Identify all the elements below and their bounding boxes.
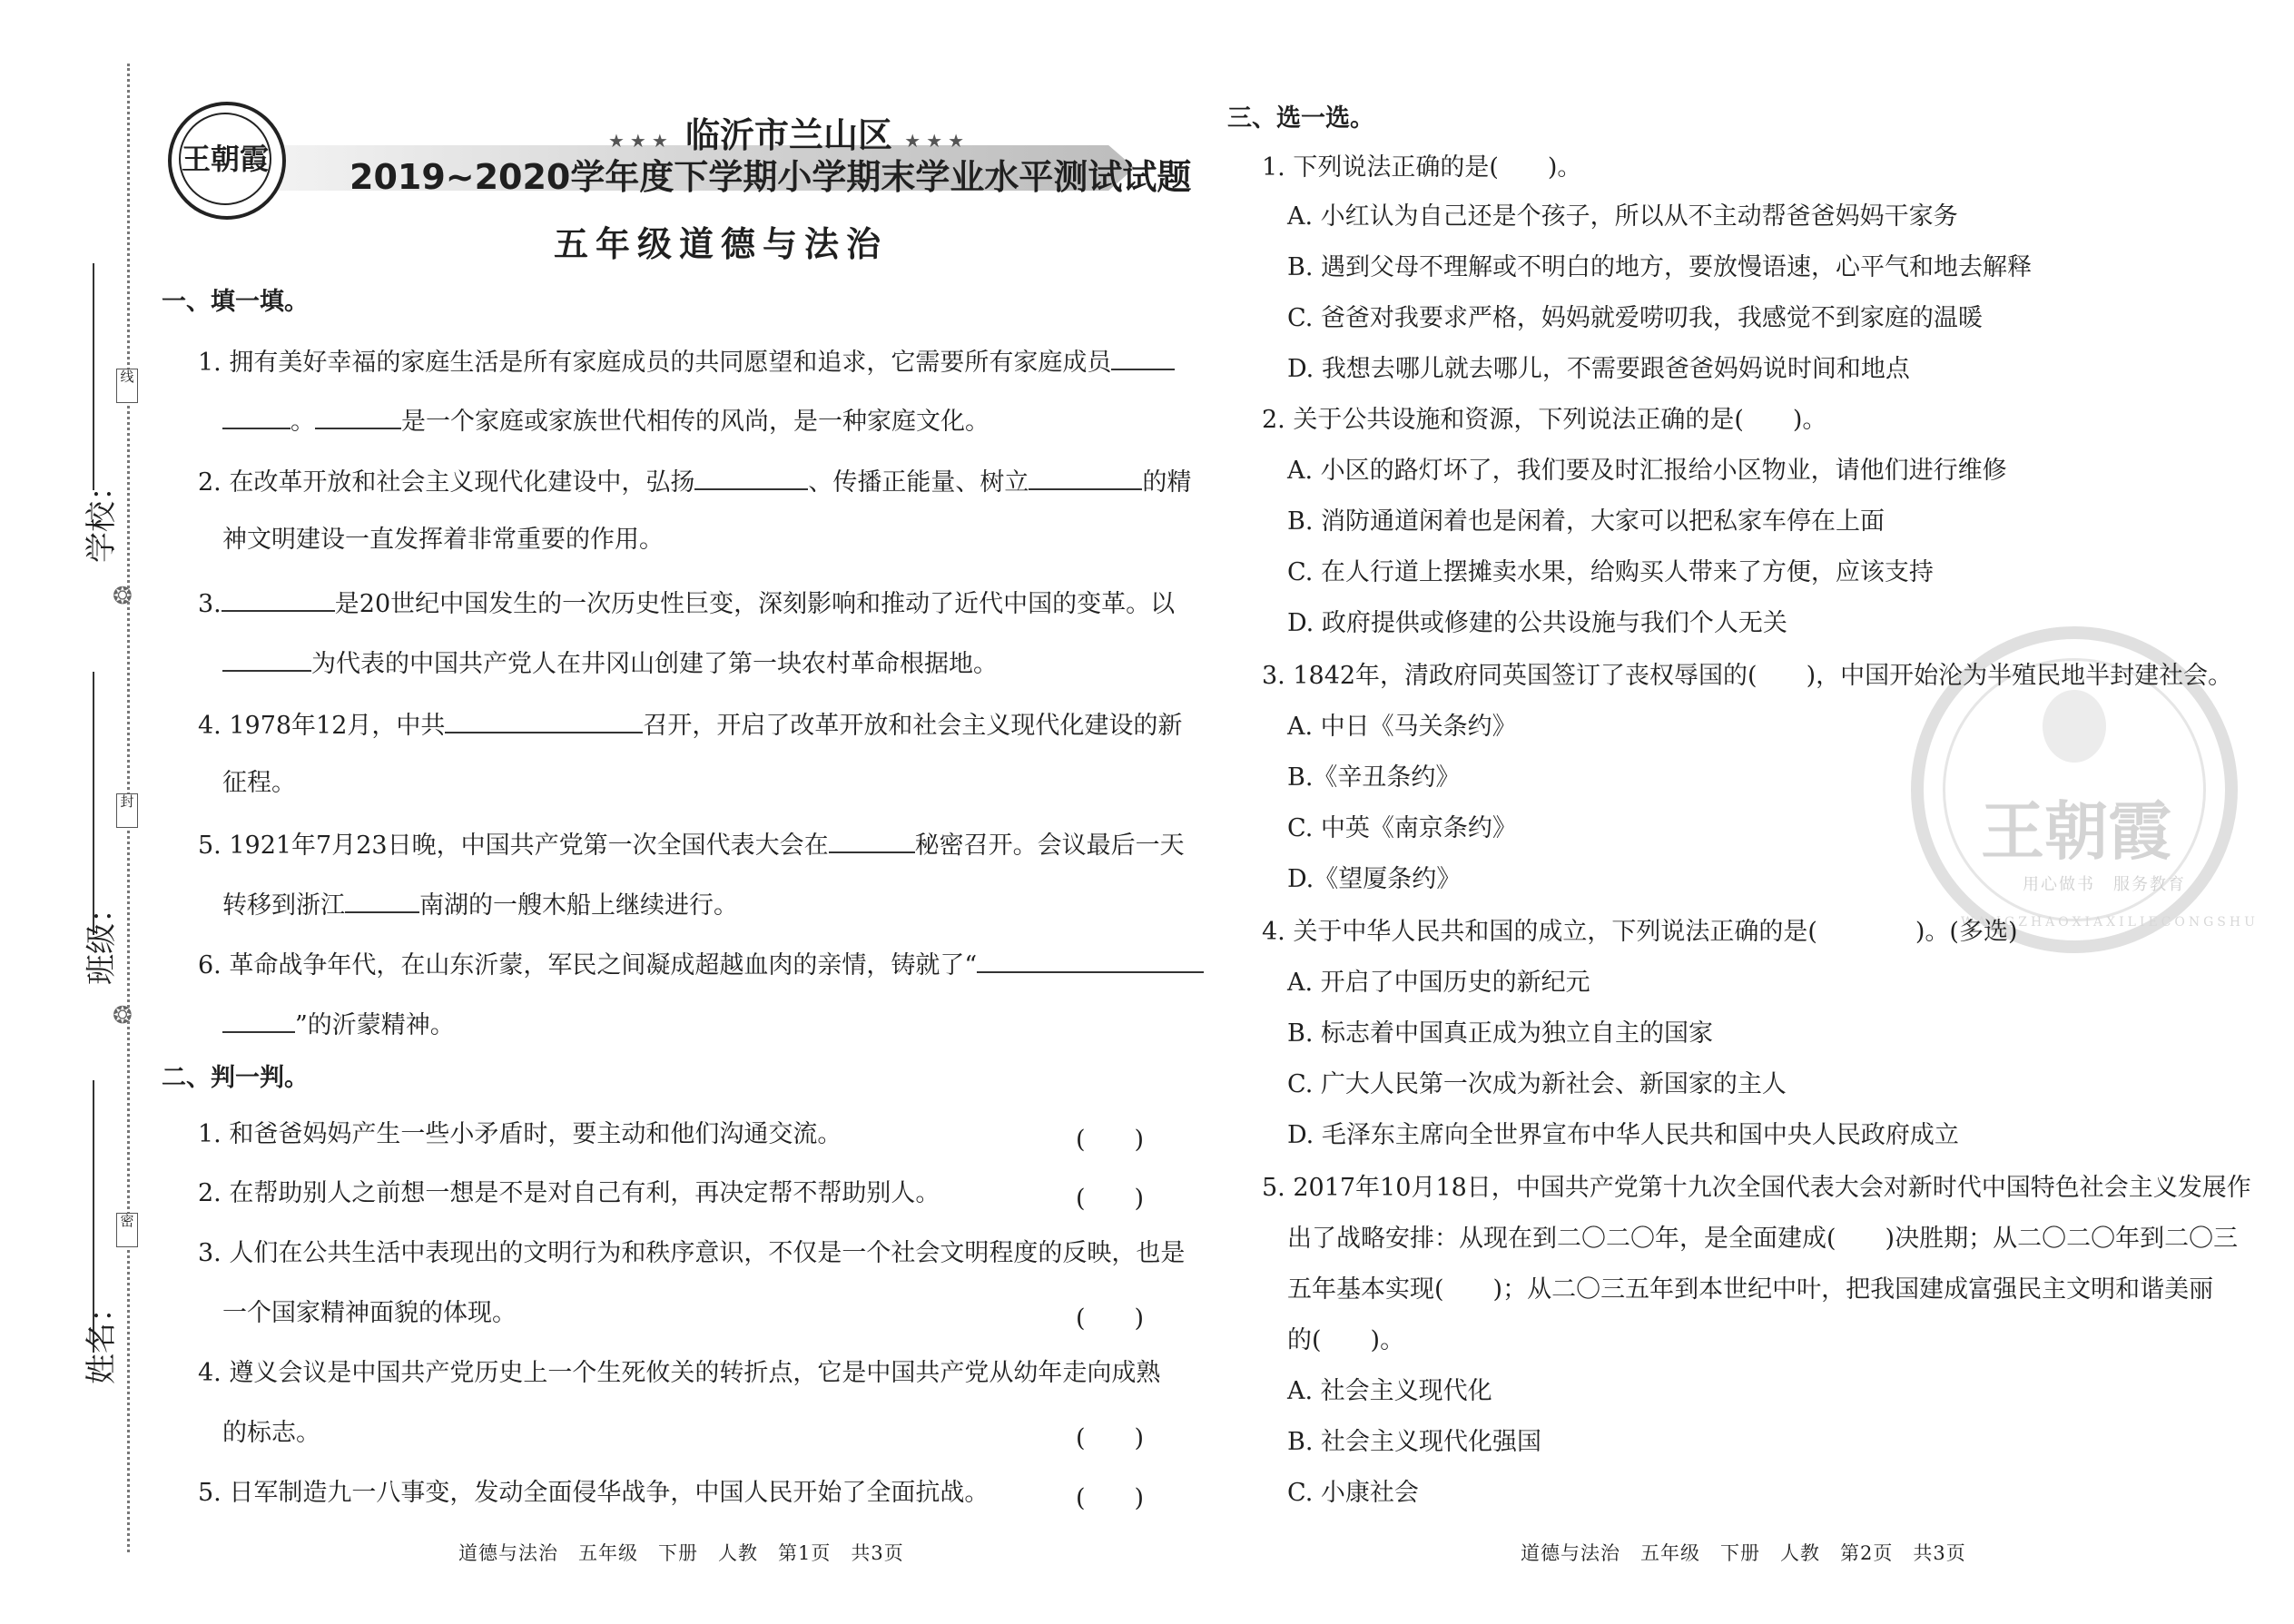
- p1-q6-line1: [198, 948, 1204, 981]
- p3-q3-option-b[interactable]: B.《辛丑条约》: [1287, 763, 1461, 792]
- p3-q1-option-b[interactable]: B. 遇到父母不理解或不明白的地方，要放慢语速，心平气和地去解释: [1287, 253, 2033, 281]
- seal-seal-box: 封: [116, 793, 138, 828]
- p3-q3-option-d[interactable]: D.《望厦条约》: [1287, 865, 1462, 893]
- seal-close-box: 密: [116, 1213, 138, 1247]
- school-label: 学校：: [84, 470, 120, 563]
- blank[interactable]: [222, 1008, 295, 1033]
- blank[interactable]: [222, 646, 311, 672]
- p1-q5-line2: [222, 888, 738, 921]
- p1-q2-line2: 神文明建设一直发挥着非常重要的作用。: [222, 526, 664, 554]
- p3-q5-option-a[interactable]: A. 社会主义现代化: [1287, 1377, 1492, 1405]
- footer-left: 道德与法治 五年级 下册 人教 第1页 共3页: [458, 1542, 904, 1564]
- part2-heading: 二、判一判。: [162, 1064, 309, 1092]
- subject-title: 五年级道德与法治: [554, 224, 889, 264]
- text: 为代表的中国共产党人在井冈山创建了第一块农村革命根据地。: [311, 650, 998, 678]
- p3-q5-line2: 出了战略安排：从现在到二〇二〇年，是全面建成( )决胜期；从二〇二〇年到二〇三: [1287, 1225, 2239, 1253]
- name-label: 姓名：: [84, 1292, 120, 1384]
- text: 4. 1978年12月，中共: [198, 712, 446, 740]
- p3-q2-option-b[interactable]: B. 消防通道闲着也是闲着，大家可以把私家车停在上面: [1287, 507, 1885, 536]
- text: 是一个家庭或家族世代相传的风尚，是一种家庭文化。: [401, 408, 989, 436]
- text: 是20世纪中国发生的一次历史性巨变，深刻影响和推动了近代中国的变革。以: [334, 590, 1176, 618]
- blank[interactable]: [977, 948, 1204, 973]
- p2-q3-line2: 一个国家精神面貌的体现。: [222, 1299, 517, 1327]
- p2-q3-line1: 3. 人们在公共生活中表现出的文明行为和秩序意识，不仅是一个社会文明程度的反映，也是: [198, 1239, 1186, 1267]
- text: 3.: [198, 590, 222, 618]
- text: 6. 革命战争年代，在山东沂蒙，军民之间凝成超越血肉的亲情，铸就了“: [198, 951, 978, 979]
- blank[interactable]: [445, 708, 643, 733]
- p2-q4-line1: 4. 遵义会议是中国共产党历史上一个生死攸关的转折点，它是中国共产党从幼年走向成熟: [198, 1359, 1161, 1387]
- p3-q2-option-c[interactable]: C. 在人行道上摆摊卖水果，给购买人带来了方便，应该支持: [1287, 558, 1934, 586]
- p3-q2: 2. 关于公共设施和资源，下列说法正确的是( )。: [1262, 406, 1827, 434]
- watermark-ring-text: WANGZHAOXIAXILIECONGSHU: [1961, 915, 2259, 930]
- text: 1. 拥有美好幸福的家庭生活是所有家庭成员的共同愿望和追求，它需要所有家庭成员: [198, 349, 1112, 377]
- p3-q5-line3: 五年基本实现( )；从二〇三五年到本世纪中叶，把我国建成富强民主文明和谐美丽: [1287, 1275, 2214, 1304]
- region-name: 临沂市兰山区: [685, 115, 893, 155]
- blank[interactable]: [222, 404, 290, 429]
- brand-logo: [168, 102, 286, 220]
- blank[interactable]: [345, 888, 419, 913]
- exam-title: 2019~2020学年度下学期小学期末学业水平测试试题: [350, 157, 1192, 197]
- p1-q6-line2: [222, 1008, 455, 1041]
- blank[interactable]: [1111, 345, 1175, 370]
- p3-q4-option-a[interactable]: A. 开启了中国历史的新纪元: [1287, 969, 1590, 997]
- blank[interactable]: [1029, 465, 1142, 490]
- blank[interactable]: [694, 465, 808, 490]
- text: 2. 在改革开放和社会主义现代化建设中，弘扬: [198, 468, 695, 497]
- p3-q3-option-a[interactable]: A. 中日《马关条约》: [1287, 713, 1517, 741]
- p3-q4: 4. 关于中华人民共和国的成立，下列说法正确的是( )。(多选): [1262, 918, 2018, 946]
- p1-q1-line1: [198, 345, 1175, 379]
- p3-q5-option-c[interactable]: C. 小康社会: [1287, 1479, 1419, 1507]
- text: 。: [290, 408, 315, 436]
- class-label: 班级：: [84, 892, 120, 985]
- p3-q1-option-a[interactable]: A. 小红认为自己还是个孩子，所以从不主动帮爸爸妈妈干家务: [1287, 202, 1958, 231]
- p3-q2-option-a[interactable]: A. 小区的路灯坏了，我们要及时汇报给小区物业，请他们进行维修: [1287, 457, 2007, 485]
- text: 5. 1921年7月23日晚，中国共产党第一次全国代表大会在: [198, 832, 829, 860]
- p3-q1-option-c[interactable]: C. 爸爸对我要求严格，妈妈就爱唠叨我，我感觉不到家庭的温暖: [1287, 304, 1983, 332]
- p2-q1: 1. 和爸爸妈妈产生一些小矛盾时，要主动和他们沟通交流。: [198, 1120, 842, 1148]
- p2-q4-line2: 的标志。: [222, 1419, 320, 1447]
- text: 转移到浙江: [222, 891, 345, 920]
- stars-right: ★★★: [904, 130, 970, 152]
- text: 的精: [1142, 468, 1192, 497]
- p3-q4-option-d[interactable]: D. 毛泽东主席向全世界宣布中华人民共和国中央人民政府成立: [1287, 1121, 1959, 1149]
- text: 召开，开启了改革开放和社会主义现代化建设的新: [643, 712, 1183, 740]
- text: ”的沂蒙精神。: [295, 1011, 455, 1039]
- p1-q1-line2: [222, 404, 989, 438]
- answer-paren[interactable]: ( ): [1076, 1484, 1145, 1512]
- blank[interactable]: [222, 586, 335, 612]
- p3-q1-option-d[interactable]: D. 我想去哪儿就去哪儿，不需要跟爸爸妈妈说时间和地点: [1287, 355, 1910, 383]
- text: 秘密召开。会议最后一天: [914, 832, 1185, 860]
- p1-q4-line1: [198, 708, 1182, 742]
- watermark-portrait-icon: [2043, 690, 2106, 763]
- p3-q3: 3. 1842年，清政府同英国签订了丧权辱国的( )，中国开始沦为半殖民地半封建社会。: [1262, 662, 2233, 690]
- answer-paren[interactable]: ( ): [1076, 1424, 1145, 1452]
- part3-heading: 三、选一选。: [1227, 104, 1374, 133]
- p1-q3-line1: [198, 586, 1175, 620]
- p3-q4-option-c[interactable]: C. 广大人民第一次成为新社会、新国家的主人: [1287, 1070, 1787, 1098]
- answer-paren[interactable]: ( ): [1076, 1185, 1145, 1213]
- stars-left: ★★★: [608, 130, 674, 152]
- footer-right: 道德与法治 五年级 下册 人教 第2页 共3页: [1521, 1542, 1966, 1564]
- text: 南湖的一艘木船上继续进行。: [419, 891, 738, 920]
- seal-line-box: 线: [116, 369, 138, 403]
- watermark-name: 王朝霞: [1981, 793, 2171, 869]
- p2-q2: 2. 在帮助别人之前想一想是不是对自己有利，再决定帮不帮助别人。: [198, 1179, 940, 1207]
- blank[interactable]: [829, 828, 915, 853]
- p3-q5-line1: 5. 2017年10月18日，中国共产党第十九次全国代表大会对新时代中国特色社会主义发展作: [1262, 1174, 2251, 1202]
- p3-q1: 1. 下列说法正确的是( )。: [1262, 153, 1582, 182]
- p1-q2-line1: [198, 465, 1191, 498]
- p3-q2-option-d[interactable]: D. 政府提供或修建的公共设施与我们个人无关: [1287, 609, 1787, 637]
- knot-icon: ❂: [113, 1002, 133, 1029]
- answer-paren[interactable]: ( ): [1076, 1304, 1145, 1333]
- text: 、传播正能量、树立: [808, 468, 1029, 497]
- part1-heading: 一、填一填。: [162, 288, 309, 316]
- blank[interactable]: [315, 404, 401, 429]
- p1-q5-line1: [198, 828, 1185, 861]
- p3-q5-option-b[interactable]: B. 社会主义现代化强国: [1287, 1428, 1542, 1456]
- brand-logo-text: 王朝霞: [179, 113, 271, 205]
- knot-icon: ❂: [113, 583, 133, 610]
- p3-q3-option-c[interactable]: C. 中英《南京条约》: [1287, 814, 1517, 842]
- watermark-slogan: 用心做书 服务教育: [2023, 875, 2186, 894]
- p3-q4-option-b[interactable]: B. 标志着中国真正成为独立自主的国家: [1287, 1019, 1714, 1048]
- p1-q4-line2: 征程。: [222, 769, 296, 797]
- answer-paren[interactable]: ( ): [1076, 1126, 1145, 1154]
- p2-q5: 5. 日军制造九一八事变，发动全面侵华战争，中国人民开始了全面抗战。: [198, 1479, 989, 1507]
- p1-q3-line2: [222, 646, 998, 680]
- school-underline: [93, 263, 94, 490]
- p3-q5-line4: 的( )。: [1287, 1326, 1405, 1354]
